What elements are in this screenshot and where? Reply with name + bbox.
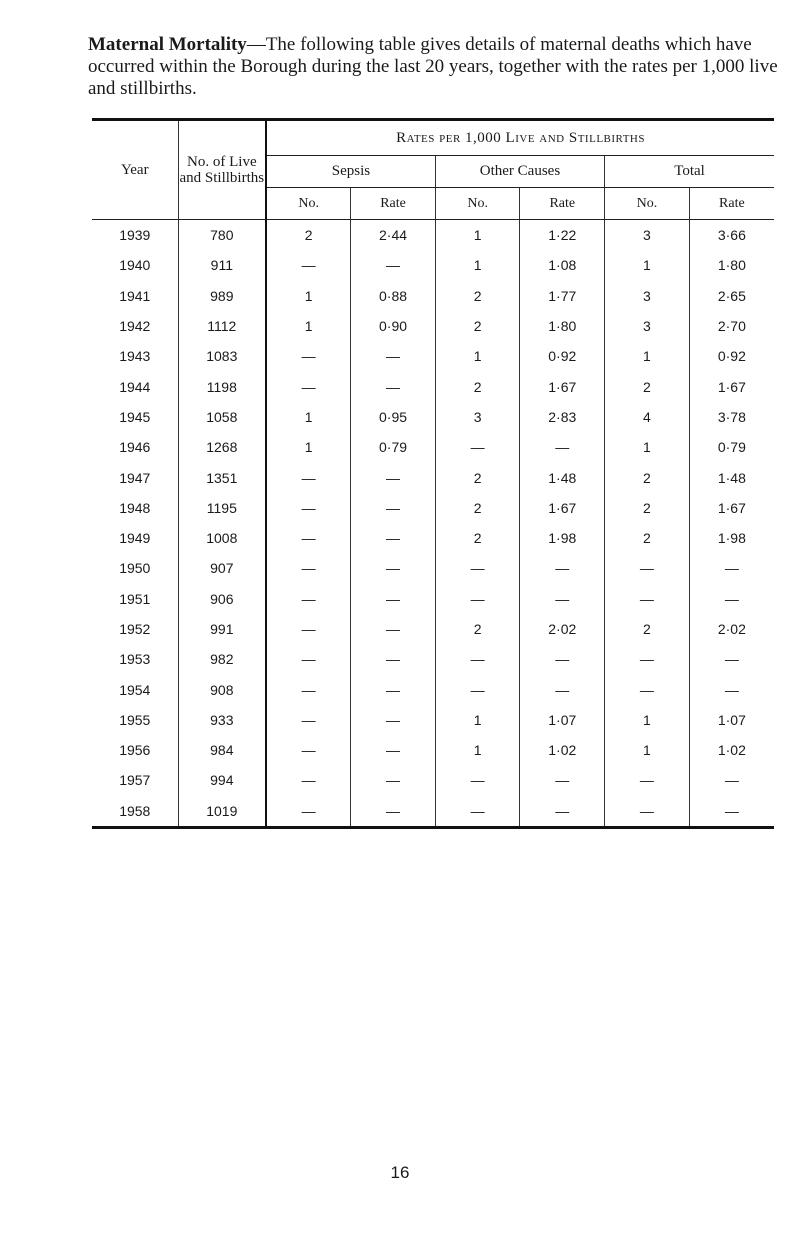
cell-other-no: 1 bbox=[435, 705, 520, 735]
cell-total-no: 4 bbox=[605, 402, 690, 432]
cell-live-births: 984 bbox=[178, 735, 266, 765]
header-other-no: No. bbox=[435, 188, 520, 220]
cell-other-no: 2 bbox=[435, 371, 520, 401]
cell-sepsis-rate: 0·95 bbox=[351, 402, 436, 432]
cell-live-births: 1198 bbox=[178, 371, 266, 401]
cell-sepsis-no: 1 bbox=[266, 311, 351, 341]
cell-other-rate: 1·67 bbox=[520, 493, 605, 523]
cell-other-rate: 0·92 bbox=[520, 341, 605, 371]
cell-year: 1940 bbox=[92, 250, 178, 280]
cell-live-births: 1083 bbox=[178, 341, 266, 371]
cell-sepsis-no: — bbox=[266, 371, 351, 401]
cell-sepsis-no: — bbox=[266, 644, 351, 674]
header-sepsis-no: No. bbox=[266, 188, 351, 220]
intro-text: —The following table gives details of maternal deaths which have occurred within the Borough during the last 20 years, together with the rates per 1,000 live and stillbirths. bbox=[88, 34, 778, 99]
cell-other-rate: 1·80 bbox=[520, 311, 605, 341]
cell-sepsis-no: — bbox=[266, 705, 351, 735]
cell-sepsis-rate: 0·79 bbox=[351, 432, 436, 462]
cell-other-no: — bbox=[435, 584, 520, 614]
cell-total-rate: 2·02 bbox=[717, 621, 746, 637]
cell-sepsis-no: — bbox=[266, 796, 351, 828]
cell-other-rate: 2·83 bbox=[520, 402, 605, 432]
cell-live-births: 1195 bbox=[178, 493, 266, 523]
cell-year: 1942 bbox=[92, 311, 178, 341]
header-other-rate: Rate bbox=[520, 188, 605, 220]
cell-total-rate: 1·67 bbox=[717, 378, 746, 395]
cell-sepsis-rate: — bbox=[351, 796, 436, 828]
cell-total-no: 1 bbox=[605, 735, 690, 765]
header-group-total: Total bbox=[605, 156, 774, 188]
cell-other-rate: 1·22 bbox=[520, 220, 605, 251]
intro-paragraph bbox=[88, 34, 778, 100]
cell-sepsis-rate: 2·44 bbox=[351, 220, 436, 251]
cell-other-no: 1 bbox=[435, 341, 520, 371]
cell-other-no: — bbox=[435, 644, 520, 674]
cell-total-rate: — bbox=[724, 681, 739, 698]
header-year: Year bbox=[92, 120, 178, 220]
cell-total-no: — bbox=[605, 644, 690, 674]
cell-total-no: — bbox=[605, 674, 690, 704]
table-row bbox=[92, 644, 774, 674]
cell-other-no: — bbox=[435, 432, 520, 462]
table-row bbox=[92, 674, 774, 704]
cell-total-no: 3 bbox=[605, 281, 690, 311]
cell-year: 1941 bbox=[92, 281, 178, 311]
cell-total-rate: — bbox=[724, 651, 739, 668]
cell-live-births: 1008 bbox=[178, 523, 266, 553]
cell-total-no: 2 bbox=[605, 371, 690, 401]
cell-other-no: — bbox=[435, 674, 520, 704]
cell-total-rate: 1·48 bbox=[717, 469, 746, 486]
cell-total-no: — bbox=[605, 765, 690, 795]
cell-sepsis-no: — bbox=[266, 462, 351, 492]
cell-other-rate: 1·02 bbox=[520, 735, 605, 765]
cell-sepsis-rate: — bbox=[351, 493, 436, 523]
cell-live-births: 906 bbox=[178, 584, 266, 614]
cell-sepsis-rate: 0·88 bbox=[351, 281, 436, 311]
table-row bbox=[92, 250, 774, 280]
table-row bbox=[92, 765, 774, 795]
cell-sepsis-rate: — bbox=[351, 765, 436, 795]
cell-other-no: 2 bbox=[435, 311, 520, 341]
cell-other-rate: — bbox=[520, 674, 605, 704]
cell-total-rate: 1·02 bbox=[717, 742, 746, 759]
table-row bbox=[92, 402, 774, 432]
table-row bbox=[92, 462, 774, 492]
cell-other-no: — bbox=[435, 765, 520, 795]
table-row bbox=[92, 493, 774, 523]
cell-year: 1947 bbox=[92, 462, 178, 492]
maternal-mortality-table-wrapper bbox=[92, 118, 774, 829]
cell-total-no: — bbox=[605, 553, 690, 583]
cell-sepsis-no: — bbox=[266, 523, 351, 553]
cell-other-rate: — bbox=[520, 644, 605, 674]
page-number: 16 bbox=[390, 1163, 410, 1182]
cell-total-rate: — bbox=[724, 560, 739, 577]
cell-live-births: 989 bbox=[178, 281, 266, 311]
cell-total-rate: 1·67 bbox=[717, 499, 746, 516]
cell-other-rate: — bbox=[520, 765, 605, 795]
cell-other-rate: — bbox=[520, 553, 605, 583]
cell-year: 1945 bbox=[92, 402, 178, 432]
cell-sepsis-no: — bbox=[266, 493, 351, 523]
cell-other-rate: 2·02 bbox=[520, 614, 605, 644]
cell-total-no: 1 bbox=[605, 432, 690, 462]
cell-sepsis-rate: — bbox=[351, 462, 436, 492]
cell-year: 1946 bbox=[92, 432, 178, 462]
cell-year: 1950 bbox=[92, 553, 178, 583]
cell-sepsis-no: — bbox=[266, 584, 351, 614]
cell-year: 1943 bbox=[92, 341, 178, 371]
cell-year: 1939 bbox=[92, 220, 178, 251]
cell-live-births: 991 bbox=[178, 614, 266, 644]
cell-year: 1952 bbox=[92, 614, 178, 644]
cell-sepsis-rate: — bbox=[351, 674, 436, 704]
cell-total-rate: 0·79 bbox=[717, 439, 746, 456]
cell-total-rate: 3·66 bbox=[717, 227, 746, 244]
cell-total-rate: 1·98 bbox=[717, 530, 746, 547]
cell-year: 1948 bbox=[92, 493, 178, 523]
header-live-births: No. of Live and Stillbirths bbox=[178, 120, 266, 220]
cell-other-no: 3 bbox=[435, 402, 520, 432]
cell-sepsis-rate: — bbox=[351, 614, 436, 644]
table-row bbox=[92, 584, 774, 614]
cell-year: 1954 bbox=[92, 674, 178, 704]
cell-other-rate: 1·98 bbox=[520, 523, 605, 553]
cell-other-rate: — bbox=[520, 796, 605, 828]
cell-year: 1951 bbox=[92, 584, 178, 614]
cell-sepsis-no: — bbox=[266, 614, 351, 644]
cell-year: 1953 bbox=[92, 644, 178, 674]
cell-year: 1944 bbox=[92, 371, 178, 401]
cell-total-rate: 2·70 bbox=[717, 318, 746, 335]
cell-other-no: 1 bbox=[435, 250, 520, 280]
cell-other-no: 2 bbox=[435, 493, 520, 523]
cell-sepsis-no: — bbox=[266, 250, 351, 280]
cell-total-no: 2 bbox=[605, 493, 690, 523]
table-row bbox=[92, 281, 774, 311]
cell-total-rate: 1·07 bbox=[717, 711, 746, 728]
cell-other-rate: — bbox=[520, 584, 605, 614]
cell-sepsis-rate: — bbox=[351, 523, 436, 553]
table-row bbox=[92, 220, 774, 251]
cell-total-no: 1 bbox=[605, 341, 690, 371]
cell-sepsis-rate: — bbox=[351, 705, 436, 735]
cell-total-no: 2 bbox=[605, 523, 690, 553]
cell-other-rate: 1·48 bbox=[520, 462, 605, 492]
table-row bbox=[92, 614, 774, 644]
cell-other-rate: 1·07 bbox=[520, 705, 605, 735]
table-row bbox=[92, 523, 774, 553]
table-row bbox=[92, 705, 774, 735]
cell-other-no: 1 bbox=[435, 735, 520, 765]
cell-other-no: — bbox=[435, 796, 520, 828]
cell-live-births: 911 bbox=[178, 250, 266, 280]
cell-other-no: 2 bbox=[435, 523, 520, 553]
cell-other-no: 1 bbox=[435, 220, 520, 251]
cell-total-no: 3 bbox=[605, 311, 690, 341]
header-total-no: No. bbox=[605, 188, 690, 220]
cell-live-births: 1112 bbox=[178, 311, 266, 341]
cell-sepsis-rate: — bbox=[351, 371, 436, 401]
table-row bbox=[92, 796, 774, 828]
cell-sepsis-no: 1 bbox=[266, 432, 351, 462]
cell-sepsis-no: 2 bbox=[266, 220, 351, 251]
header-total-rate: Rate bbox=[689, 188, 774, 220]
header-sepsis-rate: Rate bbox=[351, 188, 436, 220]
table-body bbox=[92, 220, 774, 828]
cell-sepsis-rate: — bbox=[351, 341, 436, 371]
intro-title: Maternal Mortality bbox=[88, 34, 247, 55]
cell-other-no: — bbox=[435, 553, 520, 583]
cell-total-rate: 3·78 bbox=[717, 408, 746, 425]
cell-sepsis-rate: — bbox=[351, 250, 436, 280]
cell-live-births: 1268 bbox=[178, 432, 266, 462]
table-header bbox=[92, 120, 774, 220]
cell-sepsis-no: — bbox=[266, 765, 351, 795]
cell-sepsis-no: — bbox=[266, 674, 351, 704]
cell-other-rate: — bbox=[520, 432, 605, 462]
table-row bbox=[92, 371, 774, 401]
cell-total-no: 1 bbox=[605, 250, 690, 280]
table-row bbox=[92, 553, 774, 583]
cell-live-births: 982 bbox=[178, 644, 266, 674]
cell-live-births: 780 bbox=[178, 220, 266, 251]
cell-sepsis-rate: — bbox=[351, 584, 436, 614]
cell-other-rate: 1·77 bbox=[520, 281, 605, 311]
cell-live-births: 908 bbox=[178, 674, 266, 704]
cell-sepsis-rate: — bbox=[351, 644, 436, 674]
cell-other-rate: 1·67 bbox=[520, 371, 605, 401]
cell-other-no: 2 bbox=[435, 462, 520, 492]
table-row bbox=[92, 311, 774, 341]
maternal-mortality-table bbox=[92, 118, 774, 829]
cell-total-rate: 0·92 bbox=[717, 348, 746, 365]
cell-year: 1957 bbox=[92, 765, 178, 795]
cell-year: 1956 bbox=[92, 735, 178, 765]
cell-live-births: 1058 bbox=[178, 402, 266, 432]
header-group-other-causes: Other Causes bbox=[435, 156, 604, 188]
cell-year: 1949 bbox=[92, 523, 178, 553]
cell-live-births: 994 bbox=[178, 765, 266, 795]
header-group-sepsis: Sepsis bbox=[266, 156, 435, 188]
cell-total-no: — bbox=[605, 584, 690, 614]
header-rates-title: Rates per 1,000 Live and Stillbirths bbox=[266, 120, 774, 156]
table-row bbox=[92, 432, 774, 462]
cell-sepsis-no: 1 bbox=[266, 281, 351, 311]
cell-total-no: 2 bbox=[605, 462, 690, 492]
cell-total-rate: 2·65 bbox=[717, 287, 746, 304]
cell-total-rate: — bbox=[724, 590, 739, 607]
cell-total-no: 2 bbox=[605, 614, 690, 644]
cell-year: 1955 bbox=[92, 705, 178, 735]
cell-sepsis-rate: — bbox=[351, 553, 436, 583]
cell-live-births: 1351 bbox=[178, 462, 266, 492]
cell-other-rate: 1·08 bbox=[520, 250, 605, 280]
cell-sepsis-no: — bbox=[266, 341, 351, 371]
cell-sepsis-no: 1 bbox=[266, 402, 351, 432]
cell-sepsis-no: — bbox=[266, 553, 351, 583]
cell-sepsis-rate: 0·90 bbox=[351, 311, 436, 341]
cell-sepsis-rate: — bbox=[351, 735, 436, 765]
cell-total-rate: — bbox=[689, 796, 774, 828]
cell-live-births: 1019 bbox=[178, 796, 266, 828]
table-row bbox=[92, 735, 774, 765]
cell-total-rate: — bbox=[724, 772, 739, 789]
cell-total-rate: 1·80 bbox=[717, 257, 746, 274]
cell-live-births: 907 bbox=[178, 553, 266, 583]
cell-total-no: 3 bbox=[605, 220, 690, 251]
cell-year: 1958 bbox=[92, 796, 178, 828]
cell-live-births: 933 bbox=[178, 705, 266, 735]
cell-other-no: 2 bbox=[435, 281, 520, 311]
table-row bbox=[92, 341, 774, 371]
cell-sepsis-no: — bbox=[266, 735, 351, 765]
cell-other-no: 2 bbox=[435, 614, 520, 644]
cell-total-no: 1 bbox=[605, 705, 690, 735]
cell-total-no: — bbox=[605, 796, 690, 828]
